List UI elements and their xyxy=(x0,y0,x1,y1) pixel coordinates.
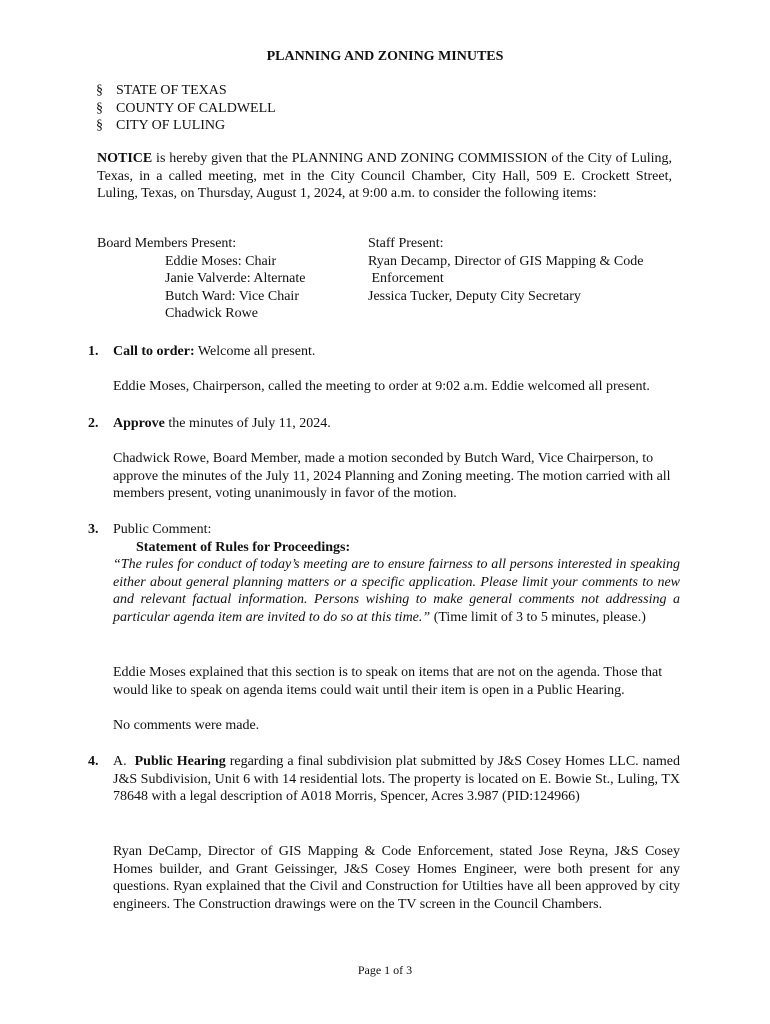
item-1-text: Welcome all present. xyxy=(194,344,316,359)
board-heading: Board Members Present: xyxy=(97,236,237,251)
item-4-label: Public Hearing xyxy=(134,754,226,769)
notice-label: NOTICE xyxy=(97,151,153,166)
header-county-line xyxy=(96,100,276,118)
section-symbol: § xyxy=(96,83,103,98)
item-4-text: regarding a final subdivision plat submitted by J&S Cosey Homes LLC. named J&S Subdivision, Unit 6 with 14 residential lots. The property is located on E. Bowie St., Luling, TX 78648 with a legal description of A018 Morris, Spencer, Acres 3.987 (PID:124966) xyxy=(113,754,680,804)
board-member: Chadwick Rowe xyxy=(165,306,258,321)
header-city: CITY OF LULING xyxy=(116,118,226,133)
item-2-label: Approve xyxy=(113,416,165,431)
page-title: PLANNING AND ZONING MINUTES xyxy=(266,49,504,64)
notice-paragraph xyxy=(97,150,672,203)
item-number: 2. xyxy=(88,416,99,431)
board-member: Butch Ward: Vice Chair xyxy=(165,288,299,304)
board-member: Eddie Moses: Chair xyxy=(165,253,277,269)
staff-present-block xyxy=(368,235,644,305)
staff-member: Ryan Decamp, Director of GIS Mapping & Code xyxy=(368,253,644,269)
item-1-body: Eddie Moses, Chairperson, called the meeting to order at 9:02 a.m. Eddie welcomed all present. xyxy=(113,379,650,394)
section-symbol: § xyxy=(96,100,103,116)
board-members-block xyxy=(97,235,305,323)
item-1-heading xyxy=(113,343,680,361)
rules-quote: “The rules for conduct of today’s meeting are to ensure fairness to all persons interested in speaking either about general planning matters or a specific application. Please limit your comments to new and relevant factual information. Persons wishing to make general comments not addressing a particular agenda item are invited to do so at this time.” xyxy=(113,557,680,625)
item-2-text: the minutes of July 11, 2024. xyxy=(164,416,331,431)
item-3-subheading: Statement of Rules for Proceedings: xyxy=(136,539,351,555)
section-symbol: § xyxy=(96,118,103,133)
header-city-line xyxy=(96,117,225,135)
item-2-heading xyxy=(113,415,680,433)
item-4-prefix: A. xyxy=(113,754,135,769)
item-number: 3. xyxy=(88,522,99,537)
item-3-body: Eddie Moses explained that this section is to speak on items that are not on the agenda. Those that would like to speak on agenda items could wait until their item is open in a Public Hearing. xyxy=(113,665,663,698)
item-3-no-comments: No comments were made. xyxy=(113,718,260,733)
staff-heading: Staff Present: xyxy=(368,236,444,251)
item-3-heading: Public Comment: xyxy=(113,522,212,537)
item-4-heading xyxy=(113,753,680,806)
page-number: Page 1 of 3 xyxy=(357,963,413,977)
header-state: STATE OF TEXAS xyxy=(116,83,227,98)
staff-member: Jessica Tucker, Deputy City Secretary xyxy=(368,288,581,304)
item-1-label: Call to order: xyxy=(113,344,195,359)
item-number: 1. xyxy=(88,344,99,359)
header-state-line xyxy=(96,82,227,100)
board-member: Janie Valverde: Alternate xyxy=(165,271,306,286)
item-4-body: Ryan DeCamp, Director of GIS Mapping & Code Enforcement, stated Jose Reyna, J&S Cosey Homes builder, and Grant Geissinger, J&S Cosey Homes Engineer, were both present for any questions. Ryan explained that the Civil and Construction for Utilties have all been approved by city engineers. The Construction drawings were on the TV screen in the Council Chambers. xyxy=(113,844,680,912)
item-number: 4. xyxy=(88,754,99,769)
notice-text: is hereby given that the PLANNING AND ZONING COMMISSION of the City of Luling, Texas, in a called meeting, met in the City Council Chamber, City Hall, 509 E. Crockett Street, Luling, Texas, on Thursday, August 1, 2024, at 9:00 a.m. to consider the following items: xyxy=(97,151,672,201)
staff-member: Enforcement xyxy=(368,271,444,286)
header-county: COUNTY OF CALDWELL xyxy=(116,100,276,116)
time-limit-note: (Time limit of 3 to 5 minutes, please.) xyxy=(430,609,646,625)
item-3-quote-paragraph xyxy=(113,556,680,626)
item-2-body: Chadwick Rowe, Board Member, made a motion seconded by Butch Ward, Vice Chairperson, to approve the minutes of the July 11, 2024 Planning and Zoning meeting. The motion carried with all members present, voting unanimously in favor of the motion. xyxy=(113,451,671,501)
